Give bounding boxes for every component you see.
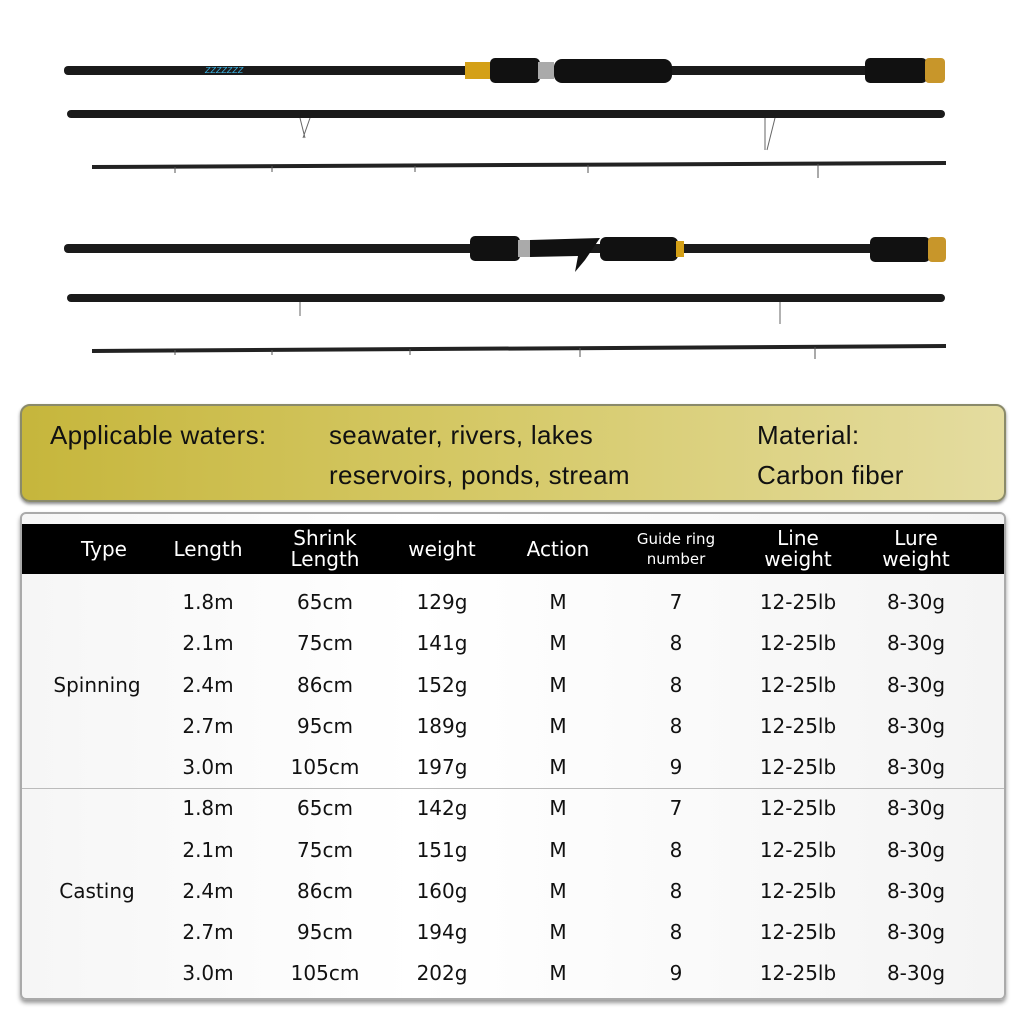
type-cell: Casting (59, 878, 135, 903)
table-cell: 12-25lb (759, 590, 837, 614)
table-cell: 75cm (297, 631, 353, 655)
table-cell: 2.4m (182, 673, 234, 697)
column-header: Line weight (764, 526, 832, 571)
table-cell: 8-30g (886, 879, 946, 903)
table-cell: 8 (669, 714, 683, 738)
waters-line-2: reservoirs, ponds, stream (329, 460, 630, 490)
table-cell: 86cm (297, 879, 353, 903)
table-cell: 194g (416, 920, 468, 944)
table-cell: 8 (669, 920, 683, 944)
table-cell: 129g (416, 590, 468, 614)
table-cell: 1.8m (182, 796, 234, 820)
table-cell: 8 (669, 879, 683, 903)
column-header: weight (408, 536, 476, 561)
table-cell: 9 (669, 755, 683, 779)
table-cell: 75cm (297, 838, 353, 862)
table-cell: 152g (416, 673, 468, 697)
table-cell: 8-30g (886, 714, 946, 738)
table-cell: M (549, 920, 567, 944)
table-cell: 8-30g (886, 961, 946, 985)
table-cell: 105cm (290, 755, 360, 779)
svg-text:ZZZZZZZ: ZZZZZZZ (205, 66, 244, 75)
table-cell: 151g (416, 838, 468, 862)
table-cell: 65cm (297, 590, 353, 614)
table-cell: 95cm (297, 920, 353, 944)
table-cell: 12-25lb (759, 920, 837, 944)
table-cell: 3.0m (182, 961, 234, 985)
table-cell: 8 (669, 838, 683, 862)
table-cell: 9 (669, 961, 683, 985)
table-cell: 95cm (297, 714, 353, 738)
type-cell: Spinning (53, 672, 141, 697)
table-cell: 8-30g (886, 631, 946, 655)
table-cell: 12-25lb (759, 838, 837, 862)
table-cell: 8 (669, 673, 683, 697)
table-cell: M (549, 631, 567, 655)
casting-rod-tip-section (92, 346, 946, 359)
table-cell: 8-30g (886, 755, 946, 779)
waters-label: Applicable waters: (50, 420, 267, 450)
spinning-rod-tip-section (92, 163, 946, 178)
column-header: Shrink Length (290, 526, 360, 571)
table-cell: 1.8m (182, 590, 234, 614)
material-value: Carbon fiber (757, 460, 904, 490)
info-banner (20, 404, 1006, 502)
table-cell: 12-25lb (759, 631, 837, 655)
table-cell: 2.7m (182, 714, 234, 738)
material-label: Material: (757, 420, 860, 450)
table-cell: 2.1m (182, 838, 234, 862)
table-cell: 8-30g (886, 920, 946, 944)
table-cell: M (549, 961, 567, 985)
waters-line-1: seawater, rivers, lakes (329, 420, 594, 450)
table-cell: 12-25lb (759, 755, 837, 779)
spinning-rod-butt-section (64, 58, 945, 83)
fishing-rods-illustration (0, 0, 1024, 390)
casting-rod-mid-section (67, 294, 945, 324)
table-cell: 2.1m (182, 631, 234, 655)
table-cell: 202g (416, 961, 468, 985)
table-cell: 141g (416, 631, 468, 655)
table-cell: M (549, 590, 567, 614)
table-cell: 12-25lb (759, 796, 837, 820)
table-cell: M (549, 714, 567, 738)
table-cell: 86cm (297, 673, 353, 697)
table-cell: 8-30g (886, 838, 946, 862)
table-cell: M (549, 838, 567, 862)
spinning-rod-mid-section (67, 110, 945, 150)
table-cell: 3.0m (182, 755, 234, 779)
table-cell: 7 (669, 796, 683, 820)
table-cell: 8-30g (886, 590, 946, 614)
column-header: Guide ring number (636, 530, 716, 568)
group-divider (22, 788, 1004, 789)
casting-rod-butt-section (64, 236, 946, 272)
table-cell: 8-30g (886, 673, 946, 697)
table-cell: 12-25lb (759, 879, 837, 903)
table-cell: 197g (416, 755, 468, 779)
table-header (22, 524, 1004, 574)
table-cell: M (549, 879, 567, 903)
column-header: Lure weight (882, 526, 950, 571)
table-cell: 12-25lb (759, 714, 837, 738)
table-cell: 2.7m (182, 920, 234, 944)
table-cell: M (549, 796, 567, 820)
table-cell: M (549, 755, 567, 779)
table-cell: 105cm (290, 961, 360, 985)
column-header: Type (81, 536, 127, 561)
column-header: Length (173, 536, 243, 561)
table-cell: 12-25lb (759, 673, 837, 697)
table-cell: 65cm (297, 796, 353, 820)
table-cell: 8 (669, 631, 683, 655)
table-cell: 7 (669, 590, 683, 614)
column-header: Action (526, 536, 590, 561)
spec-table (20, 512, 1006, 1000)
table-cell: 189g (416, 714, 468, 738)
table-cell: 160g (416, 879, 468, 903)
table-cell: 2.4m (182, 879, 234, 903)
table-cell: 142g (416, 796, 468, 820)
table-cell: 12-25lb (759, 961, 837, 985)
table-cell: 8-30g (886, 796, 946, 820)
table-cell: M (549, 673, 567, 697)
